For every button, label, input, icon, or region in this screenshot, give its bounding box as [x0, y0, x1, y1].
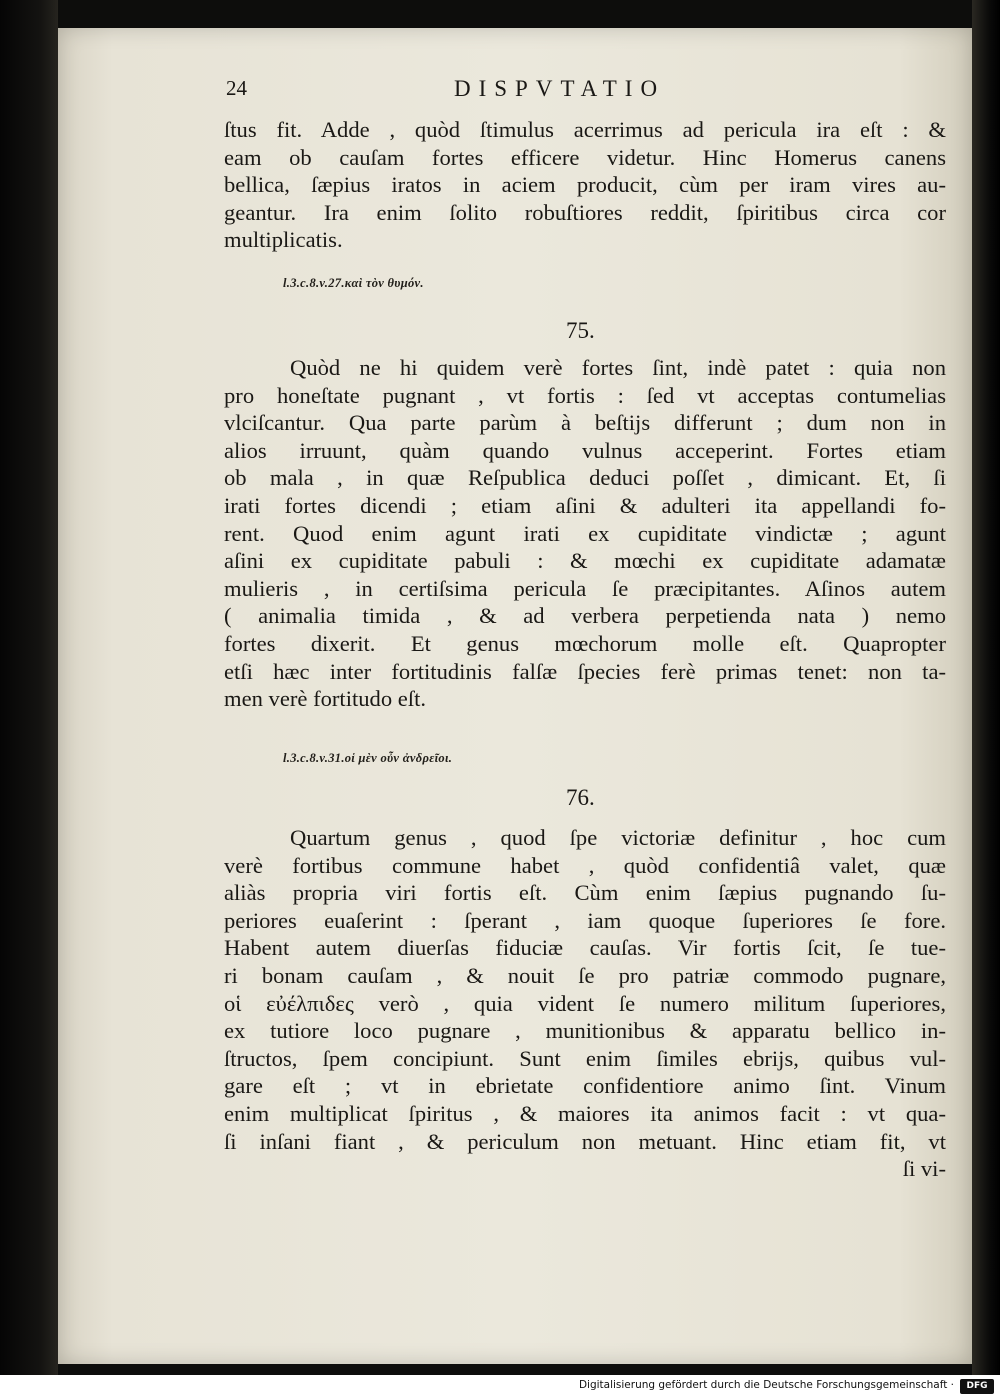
- text-line: οἱ εὐέλπιδες verò , quia vident ſe numero militum ſuperiores,: [224, 990, 946, 1016]
- book-binding-left: [0, 0, 58, 1375]
- marginal-note-1: l.3.c.8.v.27.καὶ τὸν θυμόν.: [283, 276, 424, 290]
- text-line: aſini ex cupiditate pabuli : & mœchi ex cupiditate adamatæ: [224, 548, 946, 574]
- dfg-logo[interactable]: DFG: [960, 1379, 994, 1394]
- section-number-75: 75.: [566, 318, 595, 343]
- text-line: Quartum genus , quod ſpe victoriæ definitur , hoc cum: [290, 825, 946, 850]
- text-line: periores euaſerint : ſperant , iam quoque ſuperiores ſe fore.: [224, 907, 946, 933]
- text-line: alios irruunt, quàm quando vulnus acceperint. Fortes etiam: [224, 437, 946, 463]
- text-line: eam ob cauſam fortes efficere videtur. Hinc Homerus canens: [224, 144, 946, 170]
- page-number: 24: [226, 76, 247, 100]
- text-line: ri bonam cauſam , & nouit ſe pro patriæ commodo pugnare,: [224, 962, 946, 988]
- section-number-76: 76.: [566, 785, 595, 810]
- paragraph-top: [224, 116, 946, 254]
- text-line: men verè fortitudo eſt.: [224, 686, 427, 712]
- text-line: ſtus fit. Adde , quòd ſtimulus acerrimus ad pericula ira eſt : &: [224, 117, 946, 142]
- text-line: rent. Quod enim agunt irati ex cupiditate vindictæ ; agunt: [224, 520, 946, 546]
- text-line: Quòd ne hi quidem verè fortes ſint, indè patet : quia non: [290, 355, 946, 380]
- text-line: multiplicatis.: [224, 227, 343, 253]
- text-line: irati fortes dicendi ; etiam aſini & adulteri ita appellandi fo-: [224, 492, 946, 518]
- book-edge-right: [972, 0, 1000, 1375]
- section-75-text: [224, 354, 946, 713]
- footer-bar: [0, 1375, 1000, 1398]
- text-line: gare eſt ; vt in ebrietate confidentiore animo ſint. Vinum: [224, 1073, 946, 1099]
- text-line: aliàs propria viri fortis eſt. Cùm enim ſæpius pugnando ſu-: [224, 880, 946, 906]
- text-line: enim multiplicat ſpiritus , & maiores ita animos facit : vt qua-: [224, 1100, 946, 1126]
- text-line: geantur. Ira enim ſolito robuſtiores reddit, ſpiritibus circa cor: [224, 199, 946, 225]
- text-line: Habent autem diuerſas fiduciæ cauſas. Vir fortis ſcit, ſe tue-: [224, 935, 946, 961]
- text-line: vlciſcantur. Qua parte parùm à beſtijs differunt ; dum non in: [224, 410, 946, 436]
- text-line: ( animalia timida , & ad verbera perpetienda nata ) nemo: [224, 603, 946, 629]
- catchword: ſi vi-: [902, 1156, 946, 1182]
- funding-notice: Digitalisierung gefördert durch die Deutsche Forschungsgemeinschaft ·: [578, 1379, 954, 1391]
- text-line: ob mala , in quæ Reſpublica deduci poſſet , dimicant. Et, ſi: [224, 465, 946, 491]
- text-line: mulieris , in certiſsima pericula ſe præcipitantes. Aſinos autem: [224, 575, 946, 601]
- text-line: fortes dixerit. Et genus mœchorum molle eſt. Quapropter: [224, 630, 946, 656]
- section-76-text: [224, 824, 946, 1183]
- marginal-note-2: l.3.c.8.v.31.οἱ μὲν οὖν ἀνδρεῖοι.: [283, 751, 453, 765]
- running-head: [226, 76, 946, 106]
- text-line: verè fortibus commune habet , quòd confidentiâ valet, quæ: [224, 852, 946, 878]
- text-line: bellica, ſæpius iratos in aciem producit, cùm per iram vires au-: [224, 172, 946, 198]
- running-head-title: DISPVTATIO: [454, 76, 666, 101]
- text-line: ſtructos, ſpem concipiunt. Sunt enim ſimiles ebrijs, quibus vul-: [224, 1045, 946, 1071]
- text-line: ex tutiore loco pugnare , munitionibus & apparatu bellico in-: [224, 1018, 946, 1044]
- text-line: pro honeſtate pugnant , vt fortis : ſed vt acceptas contumelias: [224, 382, 946, 408]
- text-line: etſi hæc inter fortitudinis falſæ ſpecies ferè primas tenet: non ta-: [224, 658, 946, 684]
- text-line: ſi inſani fiant , & periculum non metuant. Hinc etiam fit, vt: [224, 1128, 946, 1154]
